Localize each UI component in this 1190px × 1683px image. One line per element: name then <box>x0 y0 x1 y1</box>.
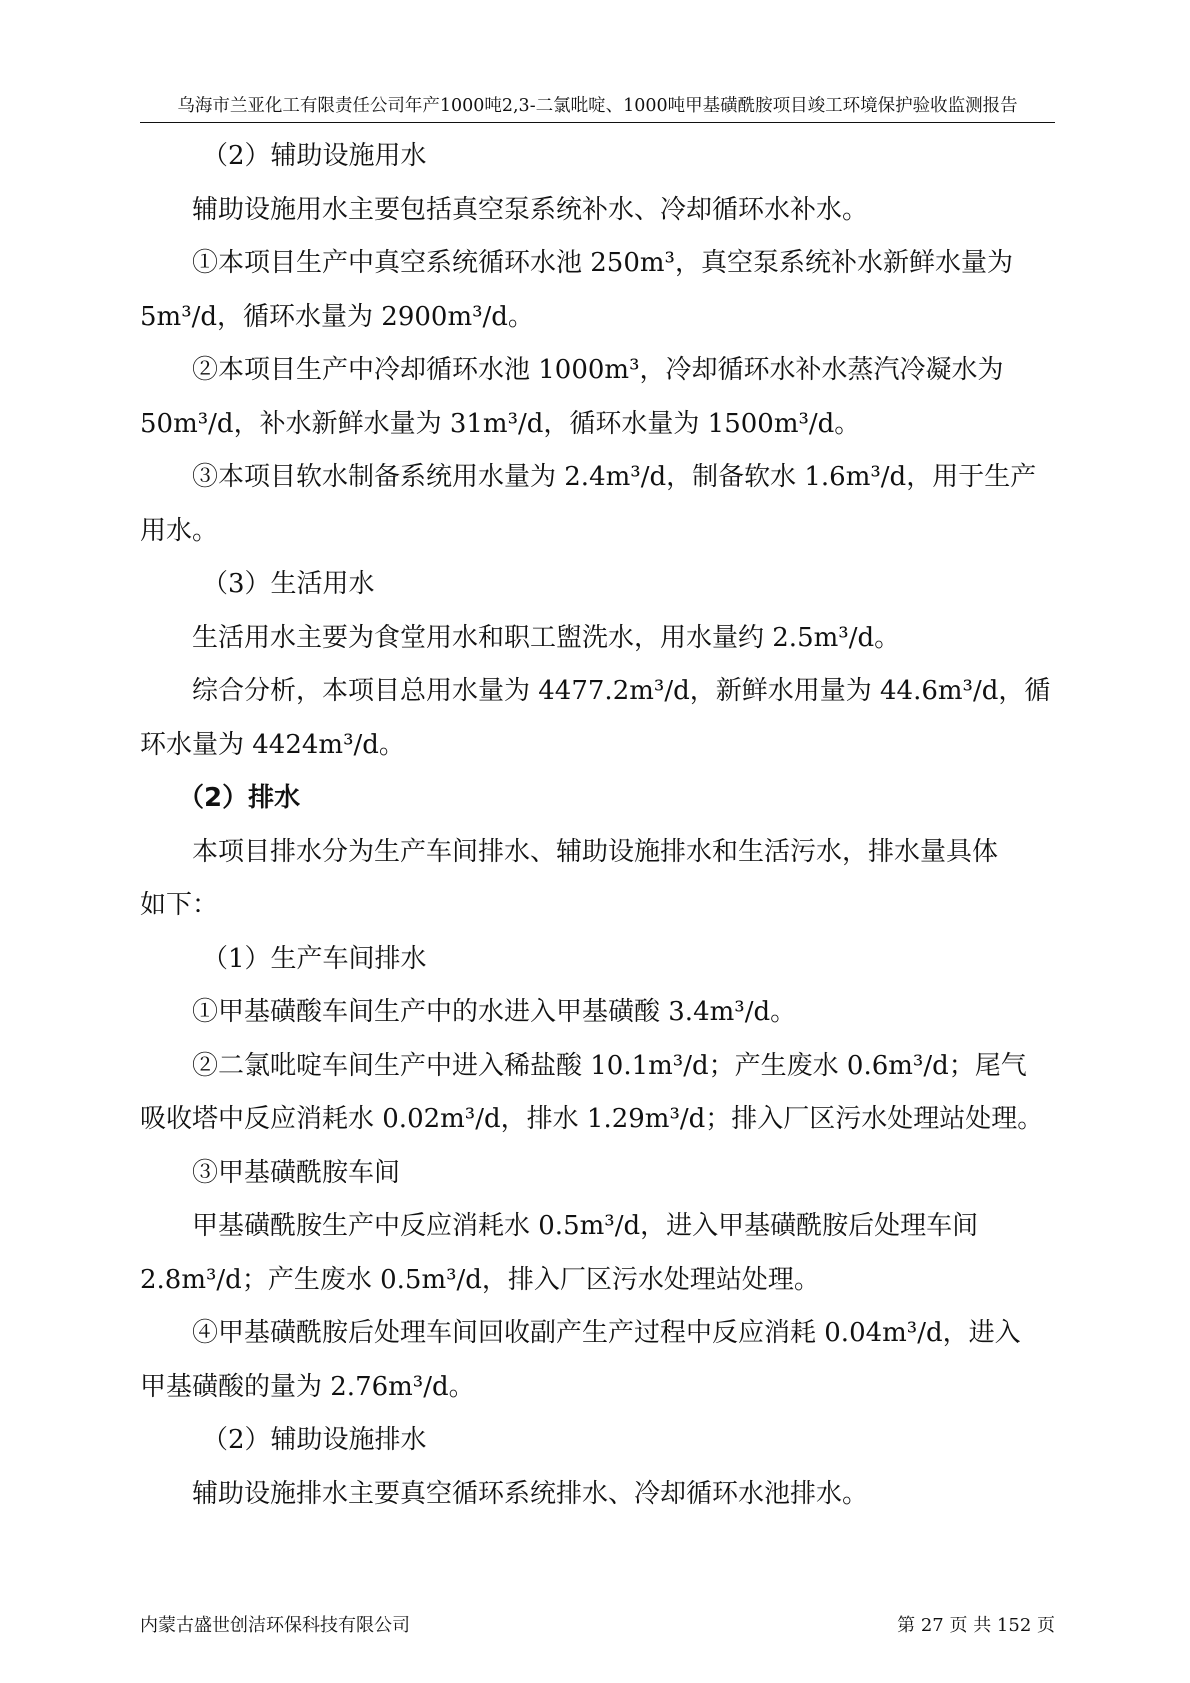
paragraph-line: 吸收塔中反应消耗水 0.02m³/d，排水 1.29m³/d；排入厂区污水处理站处理。 <box>140 1104 1044 1134</box>
paragraph-line: 辅助设施排水主要真空循环系统排水、冷却循环水池排水。 <box>192 1478 869 1509</box>
footer-company: 内蒙古盛世创洁环保科技有限公司 <box>140 1615 410 1636</box>
paragraph-line: 综合分析，本项目总用水量为 4477.2m³/d，新鲜水用量为 44.6m³/d，循 <box>192 676 1051 706</box>
paragraph-line: 用水。 <box>140 515 219 546</box>
subheading-auxiliary-water-use: （2）辅助设施用水 <box>202 141 427 171</box>
section-heading-drainage: （2）排水 <box>178 783 301 813</box>
header-rule <box>140 122 1055 123</box>
paragraph-line: ②本项目生产中冷却循环水池 1000m³，冷却循环水补水蒸汽冷凝水为 <box>192 355 1004 385</box>
paragraph-line: 环水量为 4424m³/d。 <box>140 729 405 760</box>
paragraph-line: ②二氯吡啶车间生产中进入稀盐酸 10.1m³/d；产生废水 0.6m³/d；尾气 <box>192 1050 1027 1081</box>
subheading-domestic-water-use: （3）生活用水 <box>202 569 375 599</box>
paragraph-line: 辅助设施用水主要包括真空泵系统补水、冷却循环水补水。 <box>192 194 869 225</box>
subheading-workshop-drainage: （1）生产车间排水 <box>202 943 427 974</box>
paragraph-line: ①甲基磺酸车间生产中的水进入甲基磺酸 3.4m³/d。 <box>192 997 797 1027</box>
subheading-auxiliary-drainage: （2）辅助设施排水 <box>202 1425 427 1455</box>
paragraph-line: 本项目排水分为生产车间排水、辅助设施排水和生活污水，排水量具体 <box>192 836 999 867</box>
paragraph-line: ④甲基磺酰胺后处理车间回收副产生产过程中反应消耗 0.04m³/d，进入 <box>192 1318 1021 1348</box>
paragraph-line: 甲基磺酸的量为 2.76m³/d。 <box>140 1371 475 1402</box>
paragraph-line: 50m³/d，补水新鲜水量为 31m³/d，循环水量为 1500m³/d。 <box>140 408 861 439</box>
paragraph-line: 2.8m³/d；产生废水 0.5m³/d，排入厂区污水处理站处理。 <box>140 1264 820 1295</box>
paragraph-line: ③本项目软水制备系统用水量为 2.4m³/d，制备软水 1.6m³/d，用于生产 <box>192 462 1037 492</box>
page-header: 乌海市兰亚化工有限责任公司年产1000吨2,3-二氯吡啶、1000吨甲基磺酰胺项目竣工环境保护验收监测报告 <box>177 96 1018 116</box>
paragraph-line: 生活用水主要为食堂用水和职工盥洗水，用水量约 2.5m³/d。 <box>192 622 901 653</box>
footer-page-number: 第 27 页 共 152 页 <box>897 1615 1055 1636</box>
paragraph-line: 5m³/d，循环水量为 2900m³/d。 <box>140 301 534 332</box>
document-body <box>140 130 1055 1521</box>
page-footer <box>140 1614 1055 1638</box>
paragraph-line: ①本项目生产中真空系统循环水池 250m³，真空泵系统补水新鲜水量为 <box>192 248 1013 278</box>
paragraph-line: 甲基磺酰胺生产中反应消耗水 0.5m³/d，进入甲基磺酰胺后处理车间 <box>192 1211 979 1241</box>
paragraph-line: ③甲基磺酰胺车间 <box>192 1157 401 1188</box>
paragraph-line: 如下： <box>140 890 219 920</box>
